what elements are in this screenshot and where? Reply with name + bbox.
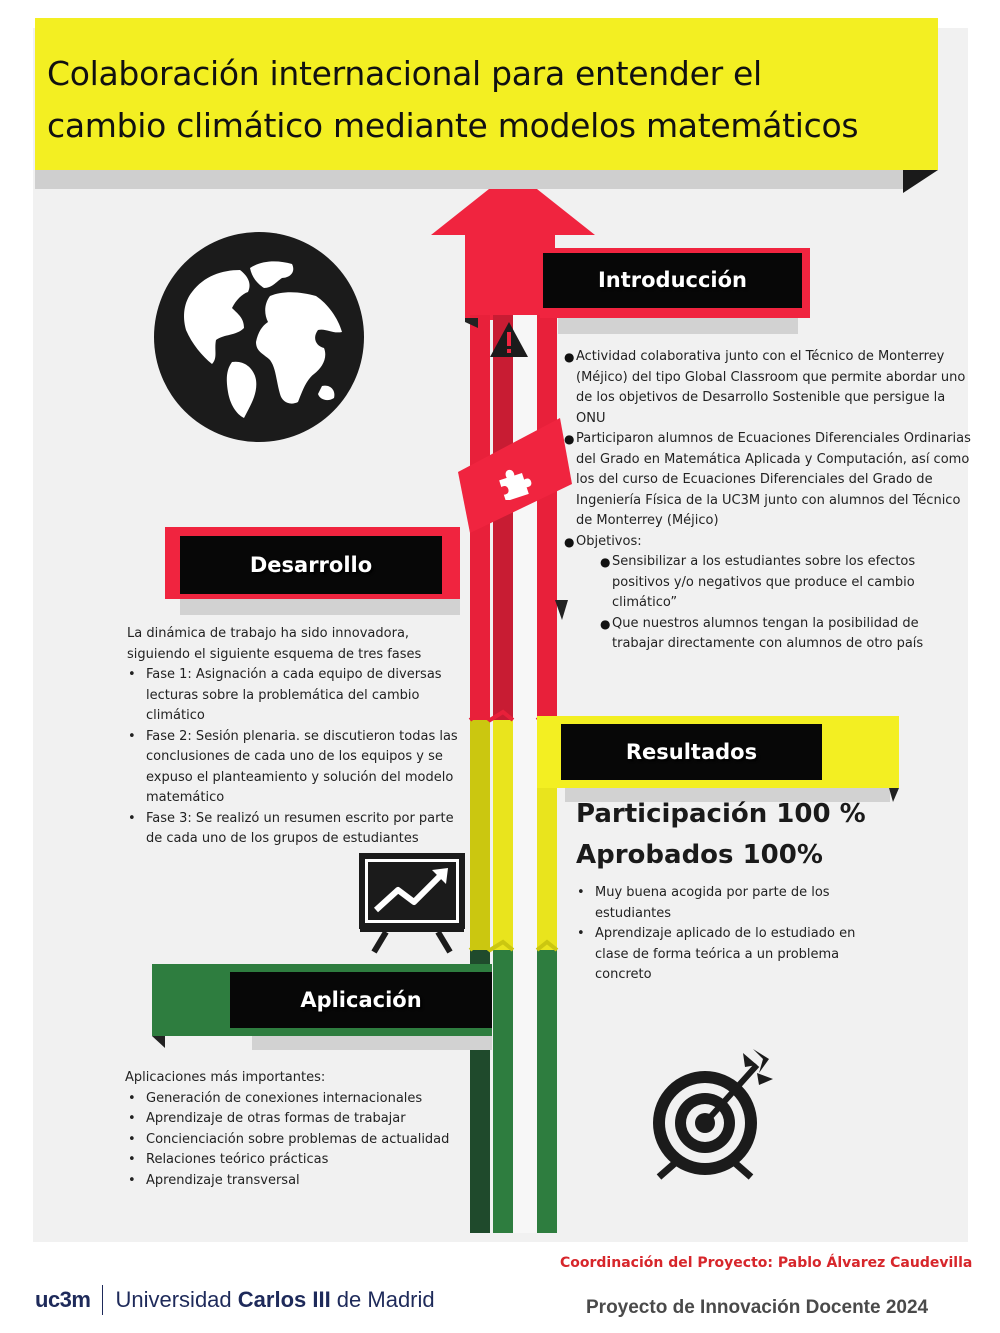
aplicacion-item: • Aprendizaje de otras formas de trabajar xyxy=(146,1109,475,1130)
intro-bullet: ● Objetivos: xyxy=(576,532,971,553)
stat-aprobados: Aprobados 100% xyxy=(576,840,823,870)
resultados-text xyxy=(595,883,875,986)
intro-bullet: ● Actividad colaborativa junto con el Técnico de Monterrey (Méjico) del tipo Global Classroom que permite abordar uno de los objetivos de Desarrollo Sostenible que persigue la ONU xyxy=(576,347,971,429)
introduccion-text xyxy=(576,347,971,655)
aplicacion-item: • Aprendizaje transversal xyxy=(146,1171,475,1192)
aplicacion-item: • Generación de conexiones internacionales xyxy=(146,1089,475,1110)
logo-text-b: Carlos III xyxy=(237,1287,331,1312)
resultado-item: • Aprendizaje aplicado de lo estudiado en clase de forma teórica a un problema concreto xyxy=(595,924,875,986)
title-fold xyxy=(903,170,938,193)
puzzle-icon xyxy=(495,466,533,500)
aplicacion-text xyxy=(125,1068,475,1191)
target-icon xyxy=(645,1045,775,1180)
title-line-2: cambio climático mediante modelos matemáticos xyxy=(47,106,859,145)
section-label-introduccion: Introducción xyxy=(543,253,802,308)
fase-item: • Fase 1: Asignación a cada equipo de diversas lecturas sobre la problemática del cambio climático xyxy=(146,665,472,727)
globe-icon xyxy=(152,230,366,444)
desarrollo-intro: La dinámica de trabajo ha sido innovadora, siguiendo el siguiente esquema de tres fases xyxy=(127,626,422,662)
logo-text-a: Universidad xyxy=(115,1287,238,1312)
section-label-desarrollo: Desarrollo xyxy=(180,536,442,594)
resultado-item: • Muy buena acogida por parte de los estudiantes xyxy=(595,883,875,924)
logo-mark: uc3m xyxy=(35,1287,91,1312)
uc3m-logo xyxy=(35,1285,435,1315)
logo-separator xyxy=(102,1285,103,1315)
section-label-aplicacion: Aplicación xyxy=(230,972,492,1028)
page-title xyxy=(47,48,927,152)
aplicacion-item: • Concienciación sobre problemas de actualidad xyxy=(146,1130,475,1151)
section-label-resultados: Resultados xyxy=(561,724,822,780)
objetivo-item: ● Que nuestros alumnos tengan la posibilidad de trabajar directamente con alumnos de otro país xyxy=(612,614,971,655)
title-shadow xyxy=(35,170,903,189)
objetivo-item: ● Sensibilizar a los estudiantes sobre los efectos positivos y/o negativos que produce el cambio climático” xyxy=(612,552,971,614)
fase-item: • Fase 3: Se realizó un resumen escrito por parte de cada uno de los grupos de estudiantes xyxy=(146,809,472,850)
aplicacion-intro: Aplicaciones más importantes: xyxy=(125,1070,326,1085)
desarrollo-text xyxy=(127,624,472,850)
chart-board-icon xyxy=(356,852,468,954)
title-line-1: Colaboración internacional para entender el xyxy=(47,54,762,93)
fase-item: • Fase 2: Sesión plenaria. se discutieron todas las conclusiones de cada uno de los equipos y se expuso el planteamiento y solución del modelo matemático xyxy=(146,727,472,809)
coordination-credit: Coordinación del Proyecto: Pablo Álvarez Caudevilla xyxy=(560,1255,973,1271)
intro-bullet: ● Participaron alumnos de Ecuaciones Diferenciales Ordinarias del Grado en Matemática Aplicada y Computación, así como los del curso de Ecuaciones Diferenciales del Grado de Ingeniería Física de la UC3M junto con alumnos del Técnico de Monterrey (Méjico) xyxy=(576,429,971,532)
project-title: Proyecto de Innovación Docente 2024 xyxy=(586,1297,929,1318)
warning-icon xyxy=(488,320,530,360)
logo-text-c: de Madrid xyxy=(330,1287,435,1312)
stat-participacion: Participación 100 % xyxy=(576,799,866,829)
aplicacion-item: • Relaciones teórico prácticas xyxy=(146,1150,475,1171)
